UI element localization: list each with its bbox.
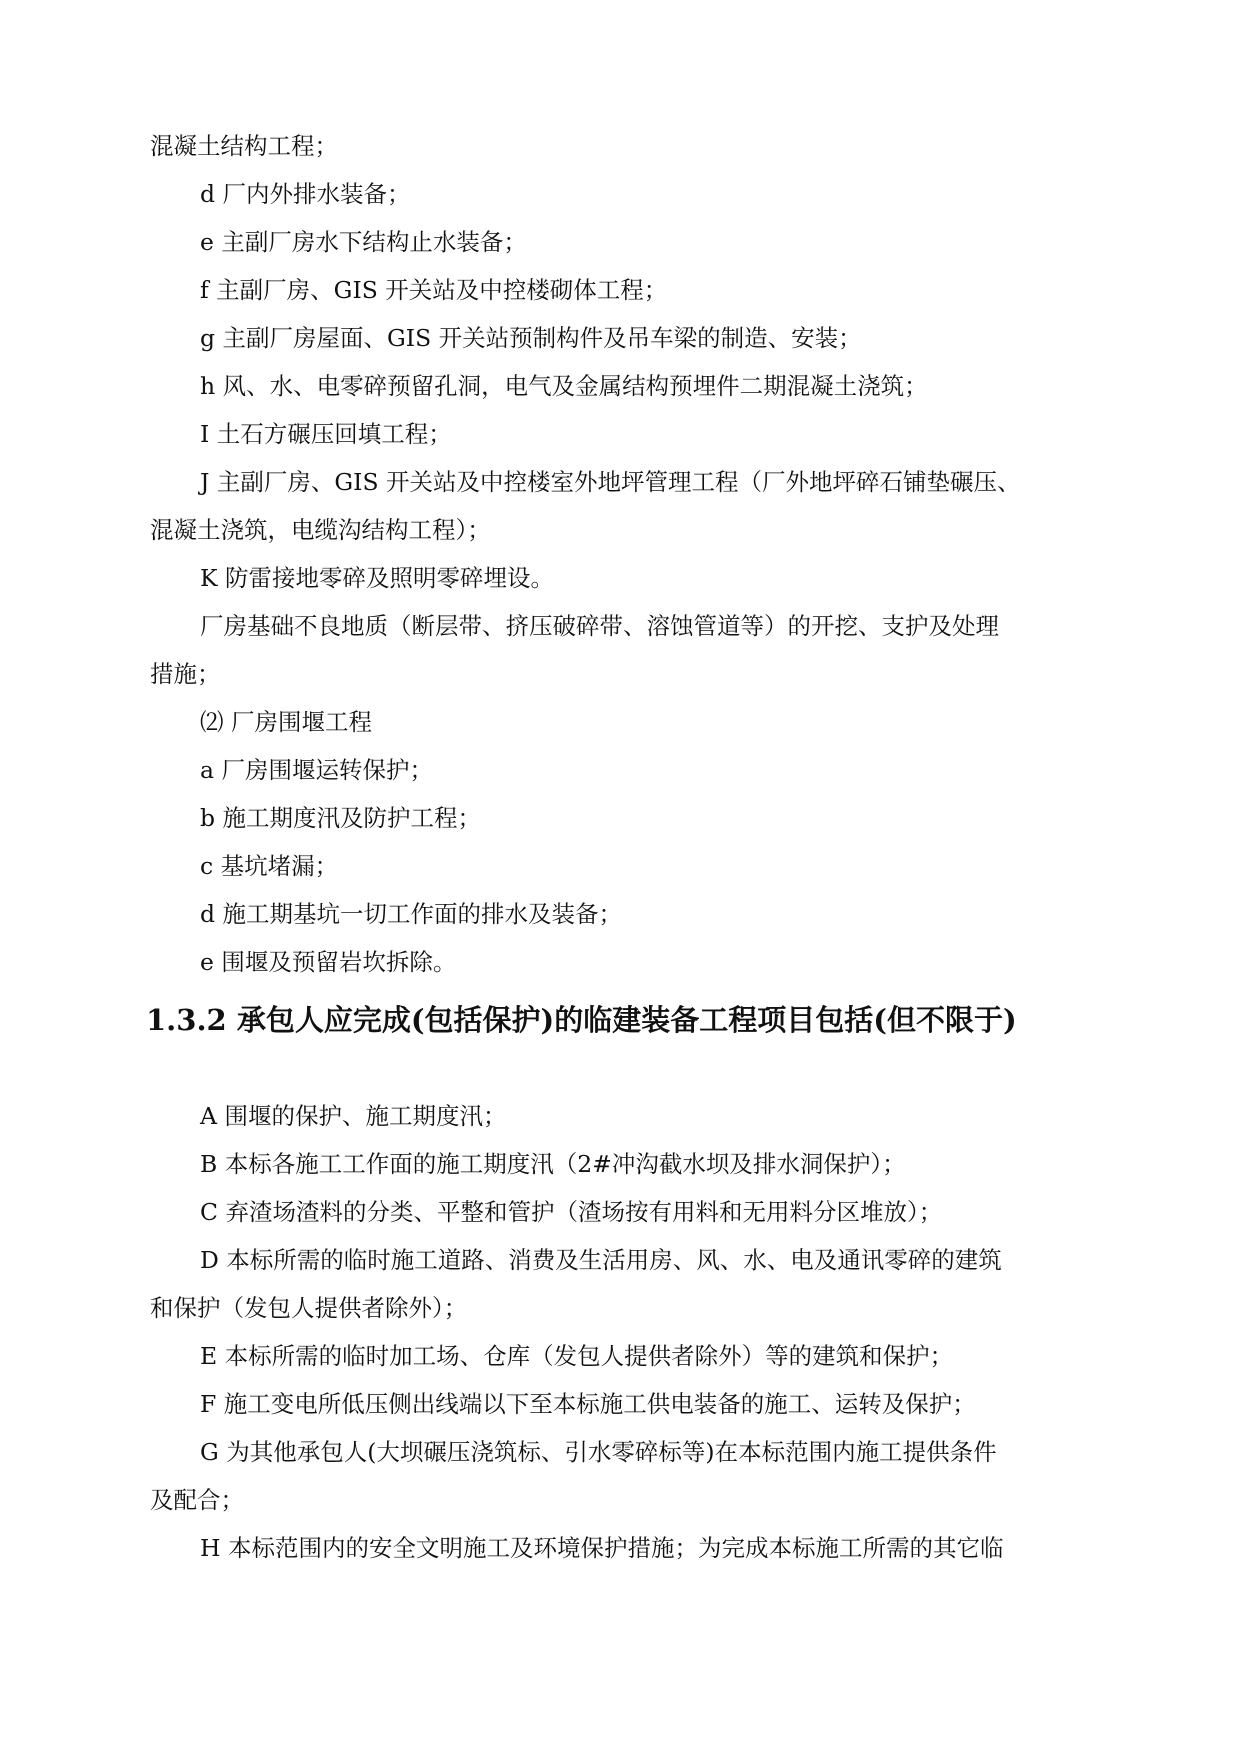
paragraph-temp-d-line2: 和保护（发包人提供者除外）； — [150, 1294, 468, 1322]
paragraph-cofferdam-e: e 围堰及预留岩坎拆除。 — [200, 948, 457, 976]
paragraph-item-h-openings: h 风、水、电零碎预留孔洞，电气及金属结构预埋件二期混凝土浇筑； — [200, 372, 928, 400]
paragraph-cofferdam-d: d 施工期基坑一切工作面的排水及装备； — [200, 900, 623, 928]
paragraph-temp-g-line2: 及配合； — [150, 1486, 244, 1514]
paragraph-item-g-roof: g 主副厂房屋面、GIS 开关站预制构件及吊车梁的制造、安装； — [200, 324, 862, 352]
paragraph-item-e-waterstop: e 主副厂房水下结构止水装备； — [200, 228, 527, 256]
paragraph-cofferdam-a: a 厂房围堰运转保护； — [200, 756, 433, 784]
document-body — [146, 122, 1110, 1572]
paragraph-concrete-structure: 混凝土结构工程； — [150, 132, 338, 160]
paragraph-temp-f: F 施工变电所低压侧出线端以下至本标施工供电装备的施工、运转及保护； — [200, 1390, 976, 1418]
section-heading-1-3-2: 1.3.2 承包人应完成(包括保护)的临建装备工程项目包括(但不限于) — [146, 1003, 1017, 1037]
paragraph-item-i-earthwork: I 土石方碾压回填工程； — [200, 420, 452, 448]
paragraph-foundation-line2: 措施； — [150, 660, 221, 688]
paragraph-item-f-masonry: f 主副厂房、GIS 开关站及中控楼砌体工程； — [200, 276, 668, 304]
paragraph-temp-b: B 本标各施工工作面的施工期度汛（2#冲沟截水坝及排水洞保护）； — [200, 1150, 906, 1178]
paragraph-temp-h-line1: H 本标范围内的安全文明施工及环境保护措施；为完成本标施工所需的其它临 — [200, 1534, 1004, 1562]
paragraph-temp-a: A 围堰的保护、施工期度汛； — [200, 1102, 507, 1130]
paragraph-cofferdam-b: b 施工期度汛及防护工程； — [200, 804, 482, 832]
paragraph-item-k-lightning: K 防雷接地零碎及照明零碎埋设。 — [200, 564, 555, 592]
paragraph-item-d-drainage: d 厂内外排水装备； — [200, 180, 411, 208]
paragraph-cofferdam-title: ⑵ 厂房围堰工程 — [200, 708, 372, 736]
paragraph-item-j-line1: J 主副厂房、GIS 开关站及中控楼室外地坪管理工程（厂外地坪碎石铺垫碾压、 — [200, 468, 1021, 496]
paragraph-foundation-line1: 厂房基础不良地质（断层带、挤压破碎带、溶蚀管道等）的开挖、支护及处理 — [200, 612, 999, 640]
paragraph-temp-d-line1: D 本标所需的临时施工道路、消费及生活用房、风、水、电及通讯零碎的建筑 — [200, 1246, 1002, 1274]
paragraph-temp-c: C 弃渣场渣料的分类、平整和管护（渣场按有用料和无用料分区堆放）； — [200, 1198, 943, 1226]
paragraph-cofferdam-c: c 基坑堵漏； — [200, 852, 339, 880]
paragraph-temp-e: E 本标所需的临时加工场、仓库（发包人提供者除外）等的建筑和保护； — [200, 1342, 954, 1370]
paragraph-item-j-line2: 混凝土浇筑，电缆沟结构工程）； — [150, 516, 491, 544]
paragraph-temp-g-line1: G 为其他承包人(大坝碾压浇筑标、引水零碎标等)在本标范围内施工提供条件 — [200, 1438, 997, 1466]
